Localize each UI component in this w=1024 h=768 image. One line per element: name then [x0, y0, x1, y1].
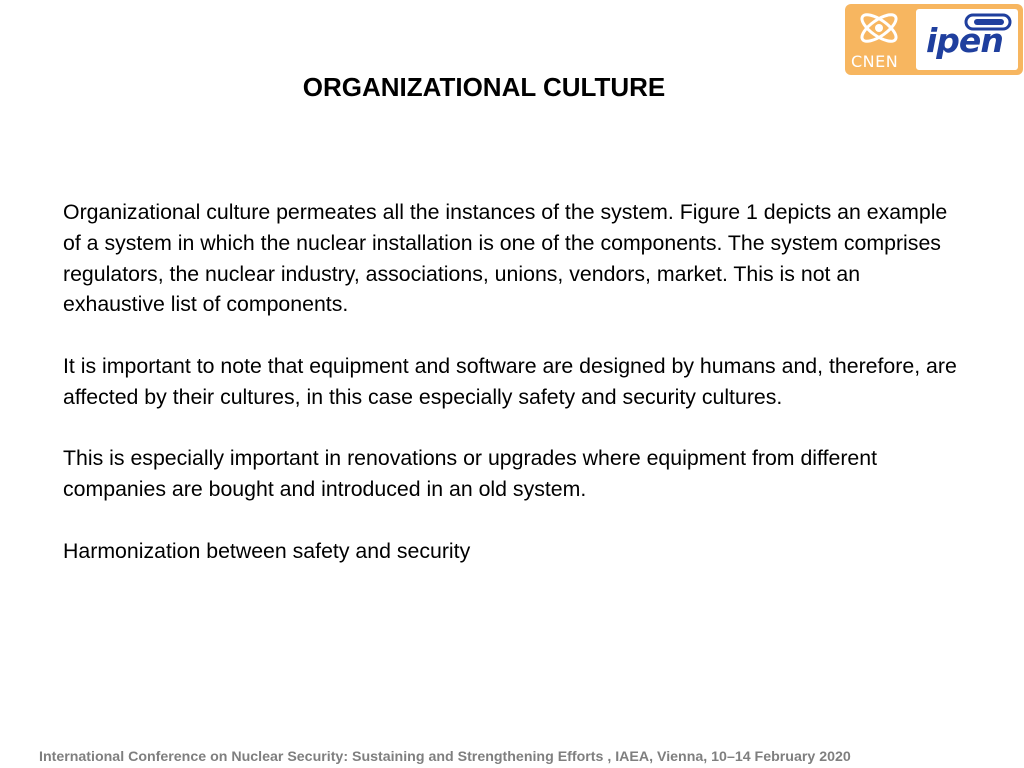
paragraph-culture-system: Organizational culture permeates all the instances of the system. Figure 1 depicts an example of a system in which the nuclear installation is one of the components. The system comprises regulators, the nuclear industry, associations, unions, vendors, market. This is not an exhaustive list of components. [63, 200, 948, 317]
ipen-logo-text: ipen [926, 21, 1003, 60]
cnen-ipen-logo [845, 4, 1023, 75]
slide-footer: International Conference on Nuclear Security: Sustaining and Strengthening Efforts , IAEA, Vienna, 10–14 February 2020 [39, 749, 851, 765]
slide-body [63, 197, 963, 597]
ipen-logo [916, 9, 1018, 70]
cnen-logo-text: CNEN [851, 52, 899, 71]
slide-title: ORGANIZATIONAL CULTURE [302, 72, 666, 102]
paragraph-renovations: This is especially important in renovations or upgrades where equipment from different companies are bought and introduced in an old system. [63, 446, 878, 502]
paragraph-equipment-software: It is important to note that equipment and software are designed by humans and, therefore, are affected by their cultures, in this case especially safety and security cultures. [63, 353, 957, 409]
paragraph-harmonization: Harmonization between safety and security [63, 538, 471, 563]
